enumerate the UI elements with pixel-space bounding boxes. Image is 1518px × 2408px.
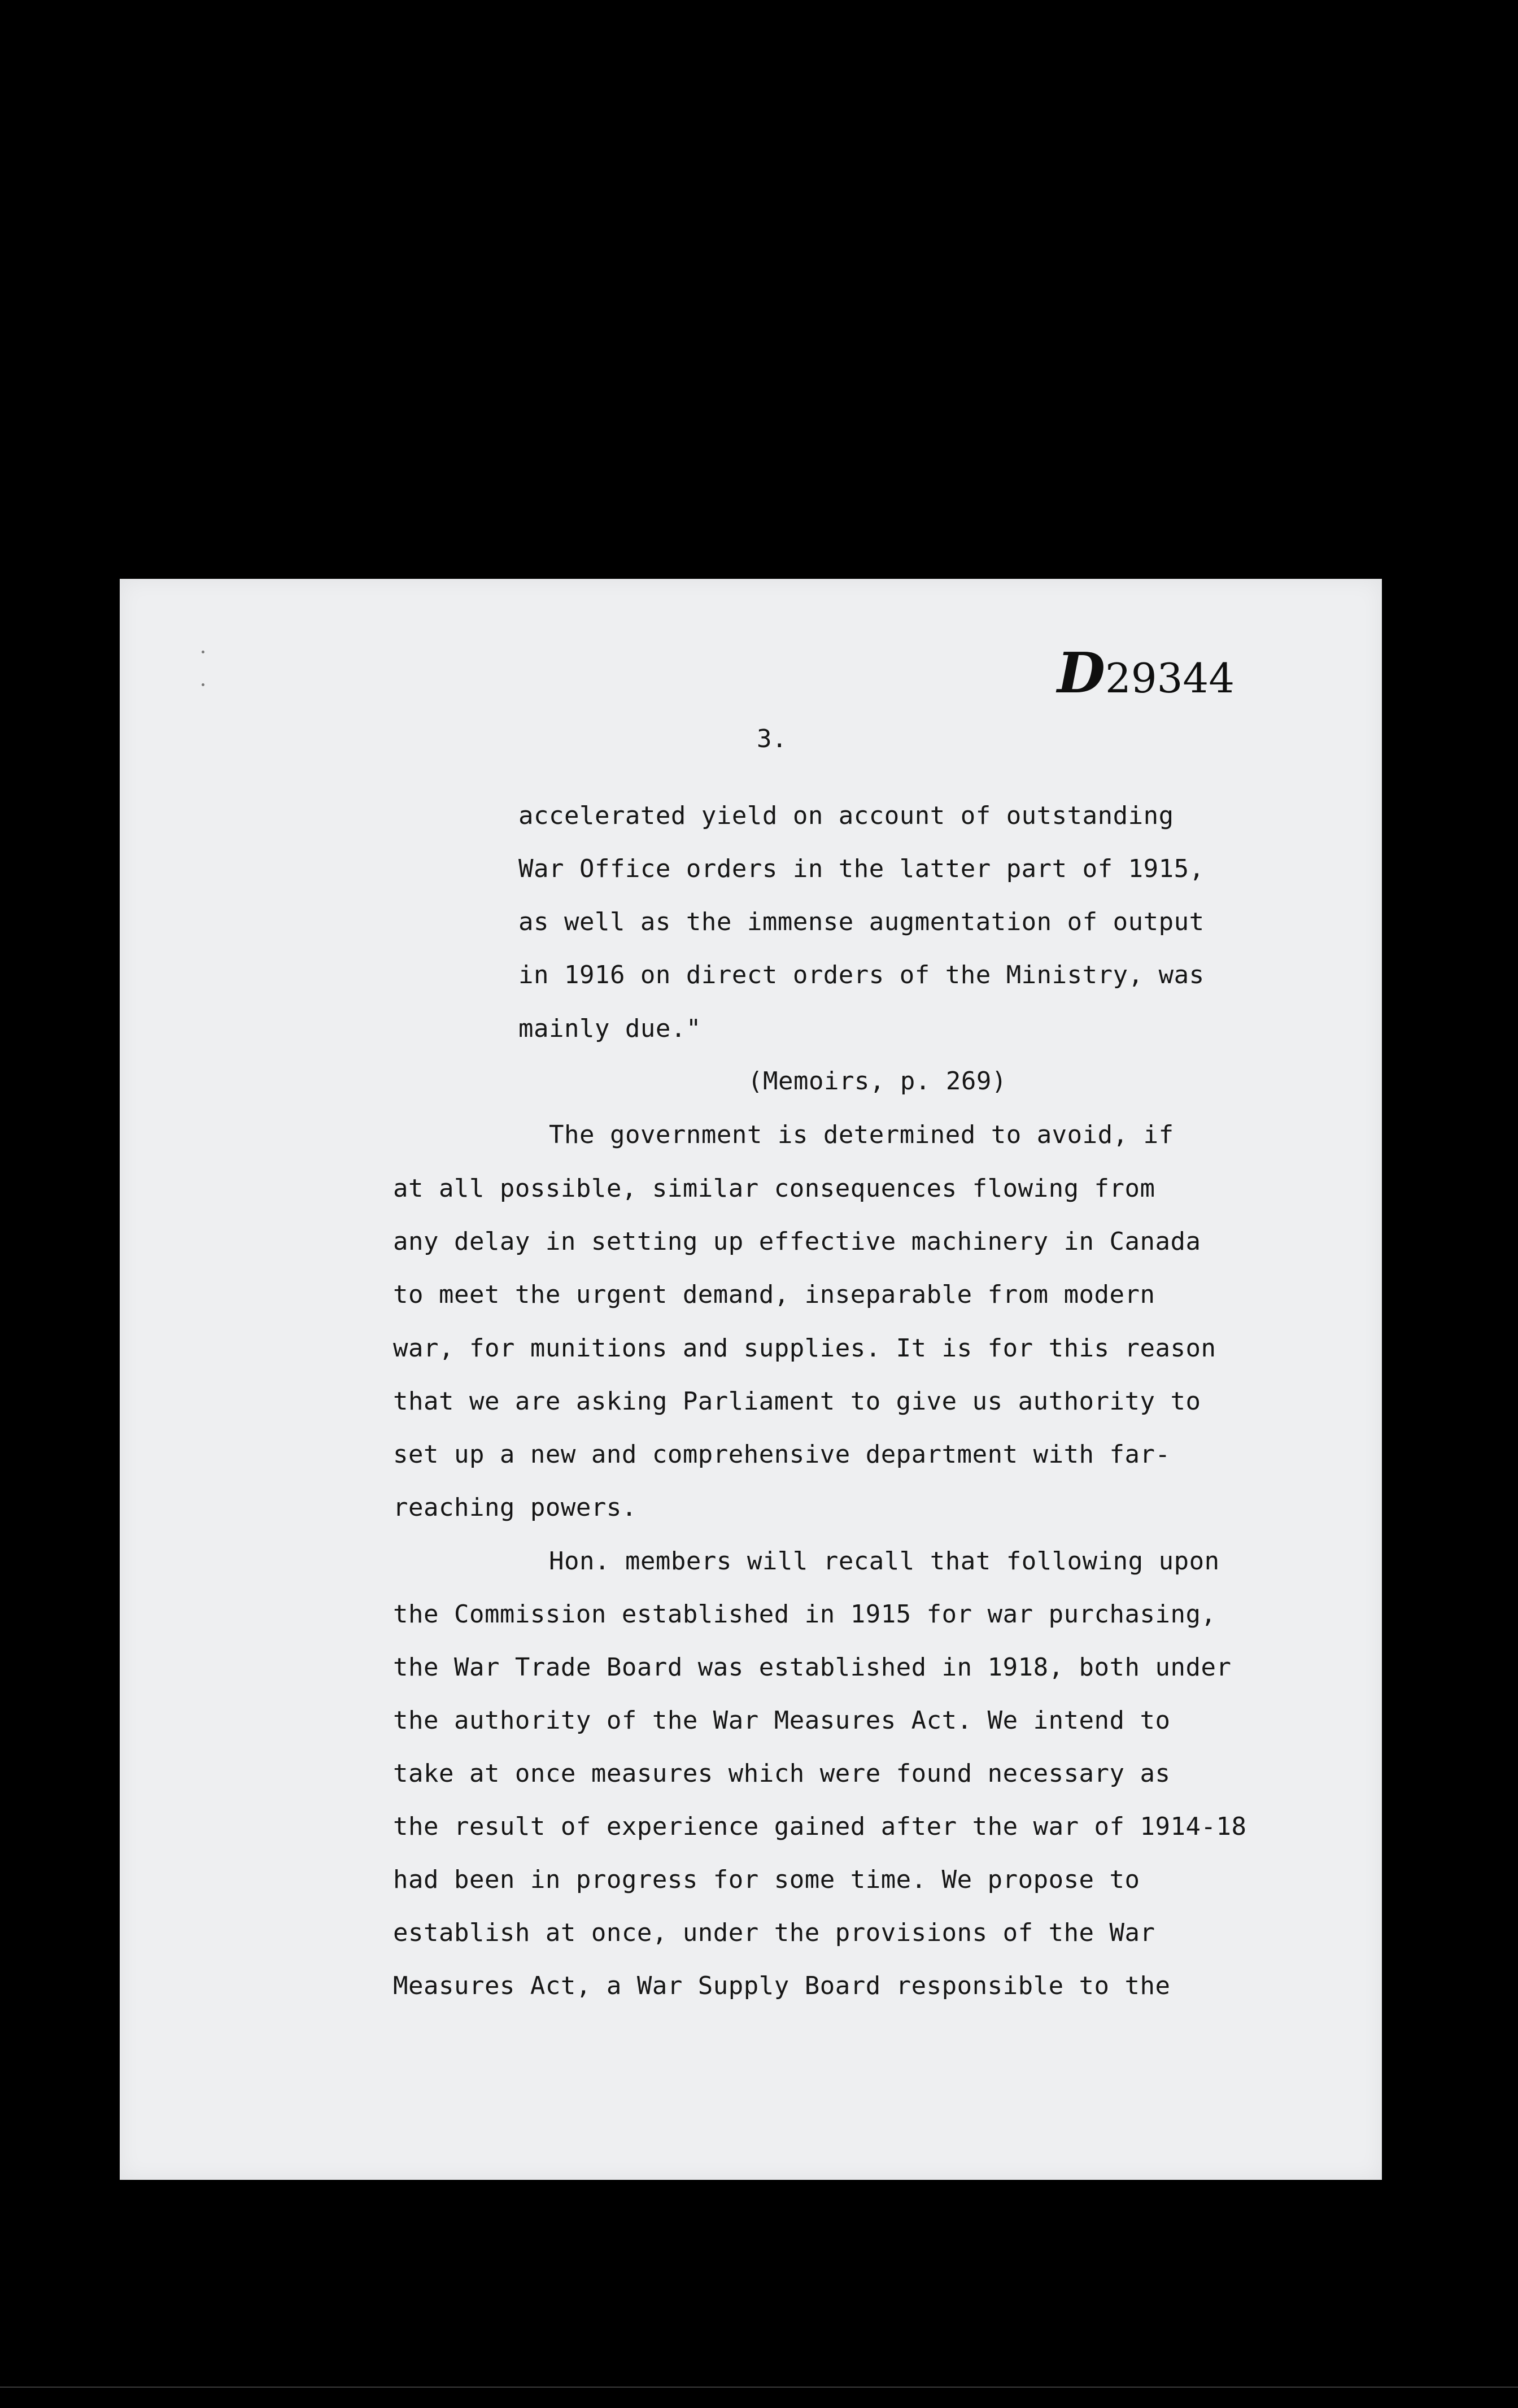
text-line: The government is determined to avoid, if (549, 1120, 1174, 1149)
text-line: any delay in setting up effective machinery in Canada (393, 1227, 1201, 1256)
scan-speck (202, 683, 204, 686)
text-line: in 1916 on direct orders of the Ministry, was (518, 961, 1205, 989)
text-line: the War Trade Board was established in 1918, both under (393, 1653, 1232, 1682)
text-line: mainly due." (518, 1014, 701, 1043)
text-line: take at once measures which were found necessary as (393, 1759, 1171, 1788)
text-line: had been in progress for some time. We propose to (393, 1865, 1140, 1894)
document-page (120, 579, 1382, 2180)
text-line: the authority of the War Measures Act. We intend to (393, 1706, 1171, 1735)
text-line: to meet the urgent demand, inseparable from modern (393, 1280, 1155, 1309)
text-line: accelerated yield on account of outstanding (518, 801, 1174, 830)
document-id (1057, 641, 1235, 706)
text-line: Measures Act, a War Supply Board responsible to the (393, 1971, 1171, 2000)
scan-edge-line (0, 2387, 1518, 2388)
document-id-number: 29344 (1105, 655, 1235, 702)
text-line: at all possible, similar consequences flowing from (393, 1174, 1155, 1203)
text-line: the result of experience gained after the war of 1914-18 (393, 1812, 1247, 1841)
scan-speck (202, 651, 204, 653)
text-line: war, for munitions and supplies. It is for this reason (393, 1334, 1216, 1363)
page-number: 3. (757, 725, 787, 753)
document-id-prefix: D (1057, 641, 1105, 706)
text-line: Hon. members will recall that following upon (549, 1547, 1220, 1576)
text-line: reaching powers. (393, 1493, 637, 1522)
text-line: the Commission established in 1915 for war purchasing, (393, 1600, 1216, 1629)
citation: (Memoirs, p. 269) (748, 1067, 1007, 1096)
text-line: War Office orders in the latter part of 1915, (518, 854, 1205, 883)
text-line: as well as the immense augmentation of output (518, 908, 1205, 936)
text-line: that we are asking Parliament to give us authority to (393, 1387, 1201, 1416)
text-line: establish at once, under the provisions of the War (393, 1918, 1155, 1947)
text-line: set up a new and comprehensive department with far- (393, 1440, 1171, 1469)
